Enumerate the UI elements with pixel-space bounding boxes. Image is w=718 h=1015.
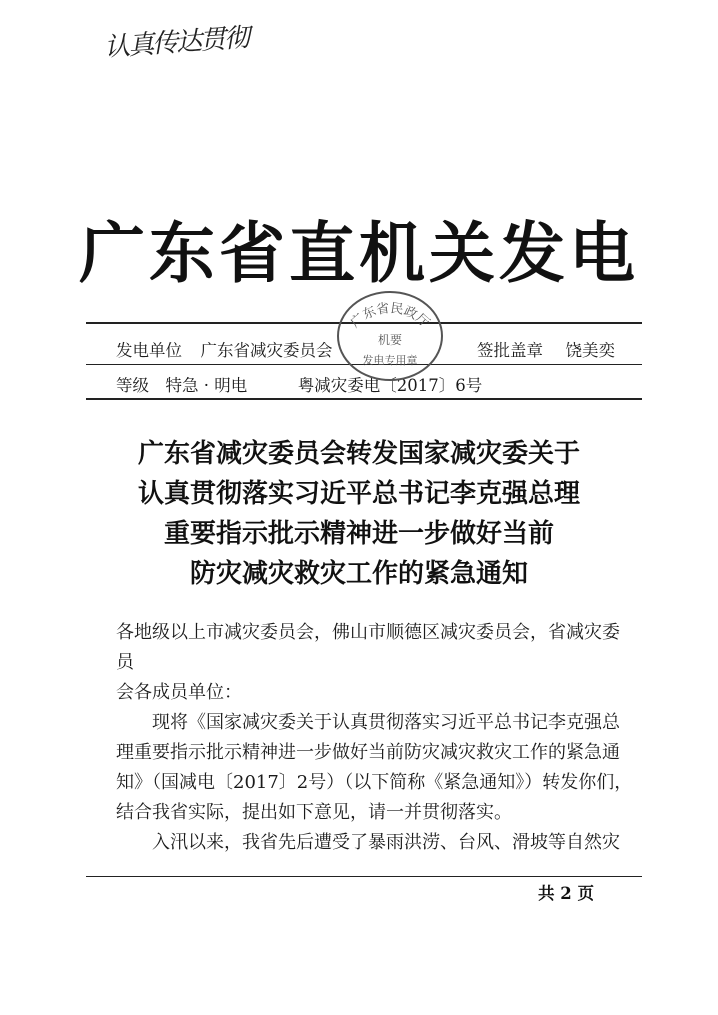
title-line: 重要指示批示精神进一步做好当前 [163,519,554,549]
title-line: 广东省减灾委员会转发国家减灾委关于 [137,439,580,469]
paragraph-line: 知》（国减电〔2017〕2号）（以下简称《紧急通知》）转发你们， [116,772,633,793]
paragraph-line: 结合我省实际，提出如下意见，请一并贯彻落实。 [116,802,512,823]
official-seal-stamp [334,286,446,382]
sender-label: 发电单位 [116,341,182,360]
document-body [116,618,636,858]
seal-middle-text: 机要 [377,333,403,347]
footer-rule [86,876,642,877]
paragraph-line: 现将《国家减灾委关于认真贯彻落实习近平总书记李克强总 [152,712,620,733]
level-value: 特急 · 明电 [165,376,248,395]
document-number: 粤减灾委电〔2017〕6号 [297,376,483,395]
masthead-title: 广东省直机关发电 [79,214,639,292]
svg-text:广东省民政厅 [348,300,432,331]
signer-value: 饶美奕 [565,341,615,360]
signer-label: 签批盖章 [477,341,543,360]
handwritten-note: 认真传达贯彻 [103,23,250,63]
seal-bottom-text: 发电专用章 [362,354,418,367]
addressee-line: 会各成员单位： [116,682,242,703]
sender-value: 广东省减灾委员会 [200,341,333,360]
addressee-line: 各地级以上市减灾委员会，佛山市顺德区减灾委员会，省减灾委员 [116,622,620,673]
paragraph-line: 入汛以来，我省先后遭受了暴雨洪涝、台风、滑坡等自然灾 [152,832,620,853]
title-line: 认真贯彻落实习近平总书记李克强总理 [137,479,580,509]
document-title [0,434,718,594]
page-count: 共 2 页 [538,884,594,903]
title-line: 防灾减灾救灾工作的紧急通知 [189,559,528,589]
seal-top-text: 广东省民政厅 [347,301,433,332]
header-rule-bottom [86,398,642,400]
level-label: 等级 [116,376,149,395]
paragraph-line: 理重要指示批示精神进一步做好当前防灾减灾救灾工作的紧急通 [116,742,620,763]
